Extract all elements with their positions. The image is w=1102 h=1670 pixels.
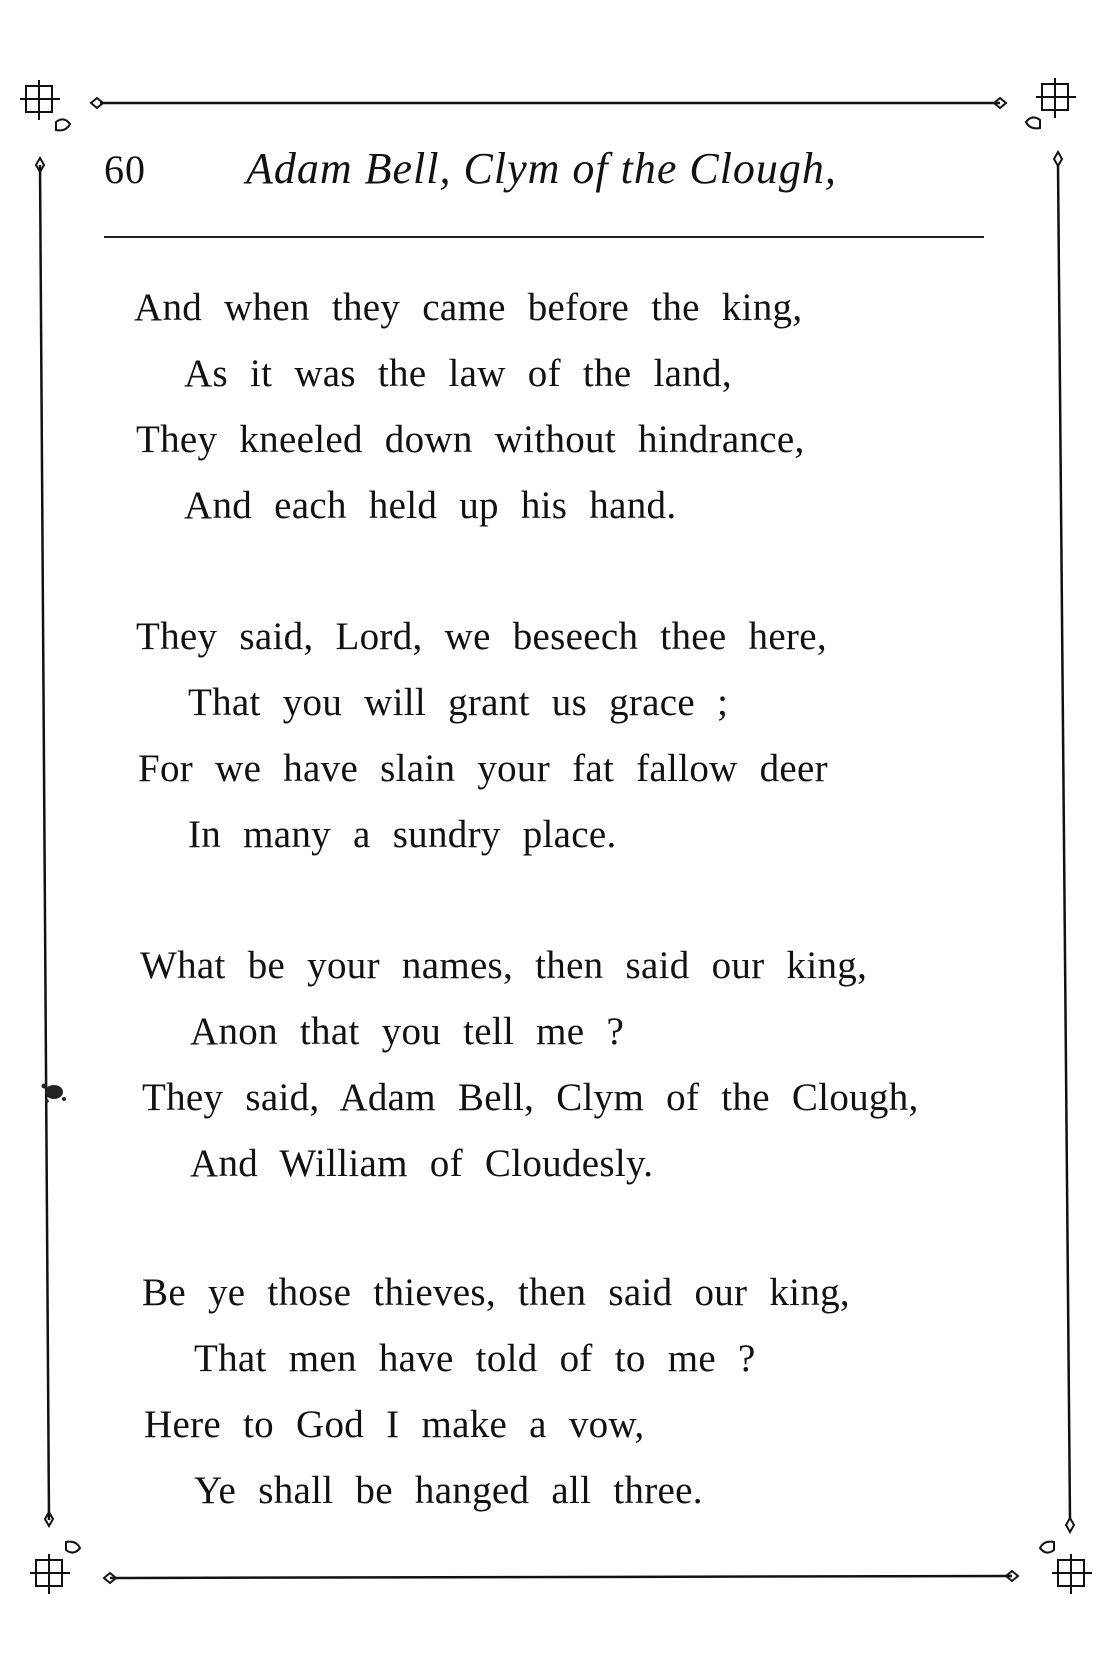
verse-line: In many a sundry place. — [188, 813, 617, 856]
verse-line: Anon that you tell me ? — [190, 1010, 625, 1053]
verse-line: Here to God I make a vow, — [144, 1403, 645, 1446]
verse-line: Be ye those thieves, then said our king, — [142, 1271, 850, 1314]
verse-line: They said, Adam Bell, Clym of the Clough, — [142, 1076, 919, 1119]
page-number: 60 — [104, 147, 146, 192]
verse-line: As it was the law of the land, — [184, 352, 732, 395]
running-title: Adam Bell, Clym of the Clough, — [246, 144, 837, 193]
verse-line: And each held up his hand. — [184, 484, 677, 527]
corner-ornament-bottom-right-icon — [1006, 1518, 1092, 1594]
verse-line: And when they came before the king, — [134, 286, 803, 329]
page-header — [0, 0, 1102, 240]
verse-line: That men have told of to me ? — [194, 1337, 756, 1380]
verse-line: And William of Cloudesly. — [190, 1142, 654, 1185]
verse-line: What be your names, then said our king, — [140, 944, 868, 987]
corner-ornament-bottom-left-icon — [30, 1512, 116, 1594]
header-rule — [104, 236, 984, 238]
verse-line: They said, Lord, we beseech thee here, — [136, 615, 827, 658]
verse-line: They kneeled down without hindrance, — [136, 418, 805, 461]
verse-line: That you will grant us grace ; — [188, 681, 729, 724]
verse-line: Ye shall be hanged all three. — [194, 1469, 703, 1512]
verse-line: For we have slain your fat fallow deer — [138, 747, 828, 790]
